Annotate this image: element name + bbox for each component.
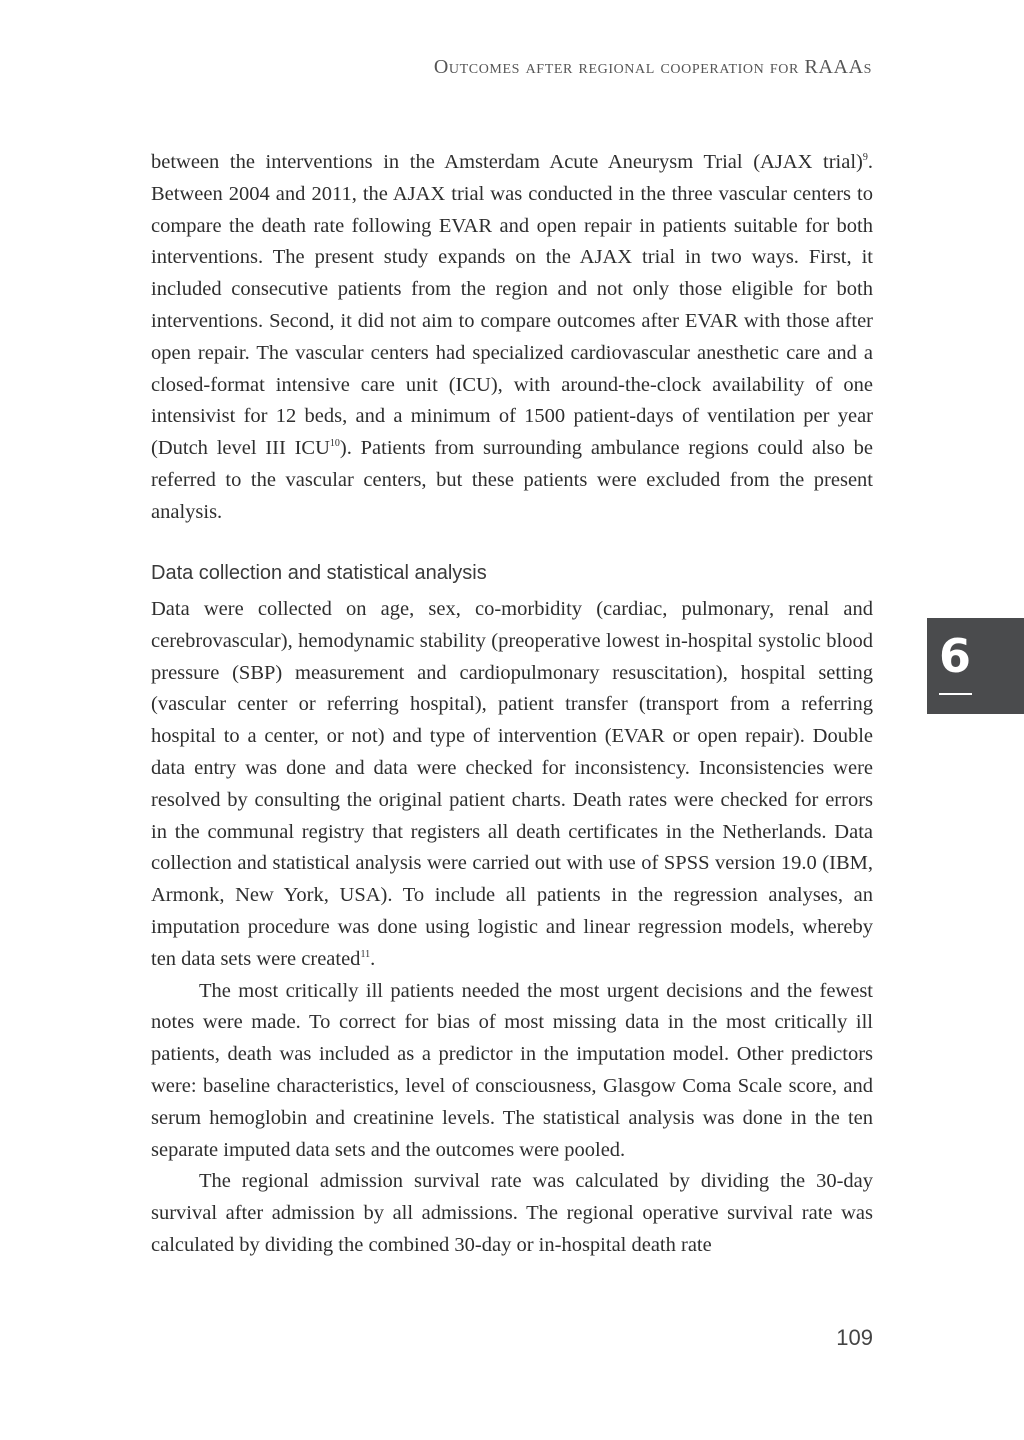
text-run: . Between 2004 and 2011, the AJAX trial was conducted in the three vascular centers to compare the death rate following EVAR and open repair in patients suitable for both interventions. The present study expands on the AJAX trial in two ways. First, it included consecutive patients from the region and not only those eligible for both interventions. Second, it did not aim to compare outcomes after EVAR with those after open repair. The vascular centers had specialized cardiovascular anesthetic care and a closed-format intensive care unit (ICU), with around-the-clock availability of one intensivist for 12 beds, and a minimum of 1500 patient-days of ventilation per year (Dutch level III ICU [151,151,873,460]
text-run: ). Patients from surrounding ambulance regions could also be referred to the vascular centers, but these patients were excluded from the present analysis. [151,437,873,523]
running-header: Outcomes after regional cooperation for RAAAs [433,56,872,78]
paragraph [151,594,873,976]
chapter-tab [927,618,1024,714]
citation-superscript: 9 [862,152,868,164]
citation-superscript: 11 [360,948,371,960]
paragraph: The most critically ill patients needed the most urgent decisions and the fewest notes were made. To correct for bias of most missing data in the most critically ill patients, death was included as a predictor in the imputation model. Other predictors were: baseline characteristics, level of consciousness, Glasgow Coma Scale score, and serum hemoglobin and creatinine levels. The statistical analysis was done in the ten separate imputed data sets and the outcomes were pooled. [151,979,873,1161]
text-run: Data were collected on age, sex, co-morbidity (cardiac, pulmonary, renal and cerebrovascular), hemodynamic stability (preoperative lowest in-hospital systolic blood pressure (SBP) measurement and cardiopulmonary resuscitation), hospital setting (vascular center or referring hospital), patient transfer (transport from a referring hospital to a center, or not) and type of intervention (EVAR or open repair). Double data entry was done and data were checked for inconsistency. Inconsistencies were resolved by consulting the original patient charts. Death rates were checked for errors in the communal registry that registers all death certificates in the Netherlands. Data collection and statistical analysis were carried out with use of SPSS version 19.0 (IBM, Armonk, New York, USA). To include all patients in the regression analyses, an imputation procedure was done using logistic and linear regression models, whereby ten data sets were created [151,598,873,970]
chapter-number: 6 [939,629,972,683]
page-number: 109 [836,1325,873,1350]
text-run: between the interventions in the Amsterdam Acute Aneurysm Trial (AJAX trial) [151,151,863,173]
citation-superscript: 10 [329,438,340,450]
paragraph: The regional admission survival rate was calculated by dividing the 30-day survival after admission by all admissions. The regional operative survival rate was calculated by dividing the combined 30-day or in-hospital death rate [151,1170,873,1256]
section-heading: Data collection and statistical analysis [151,562,487,584]
methods-text-block [151,594,873,1262]
text-run: . [370,947,376,970]
intro-text-block [151,147,873,529]
chapter-underline [939,693,972,695]
paragraph [151,147,873,529]
